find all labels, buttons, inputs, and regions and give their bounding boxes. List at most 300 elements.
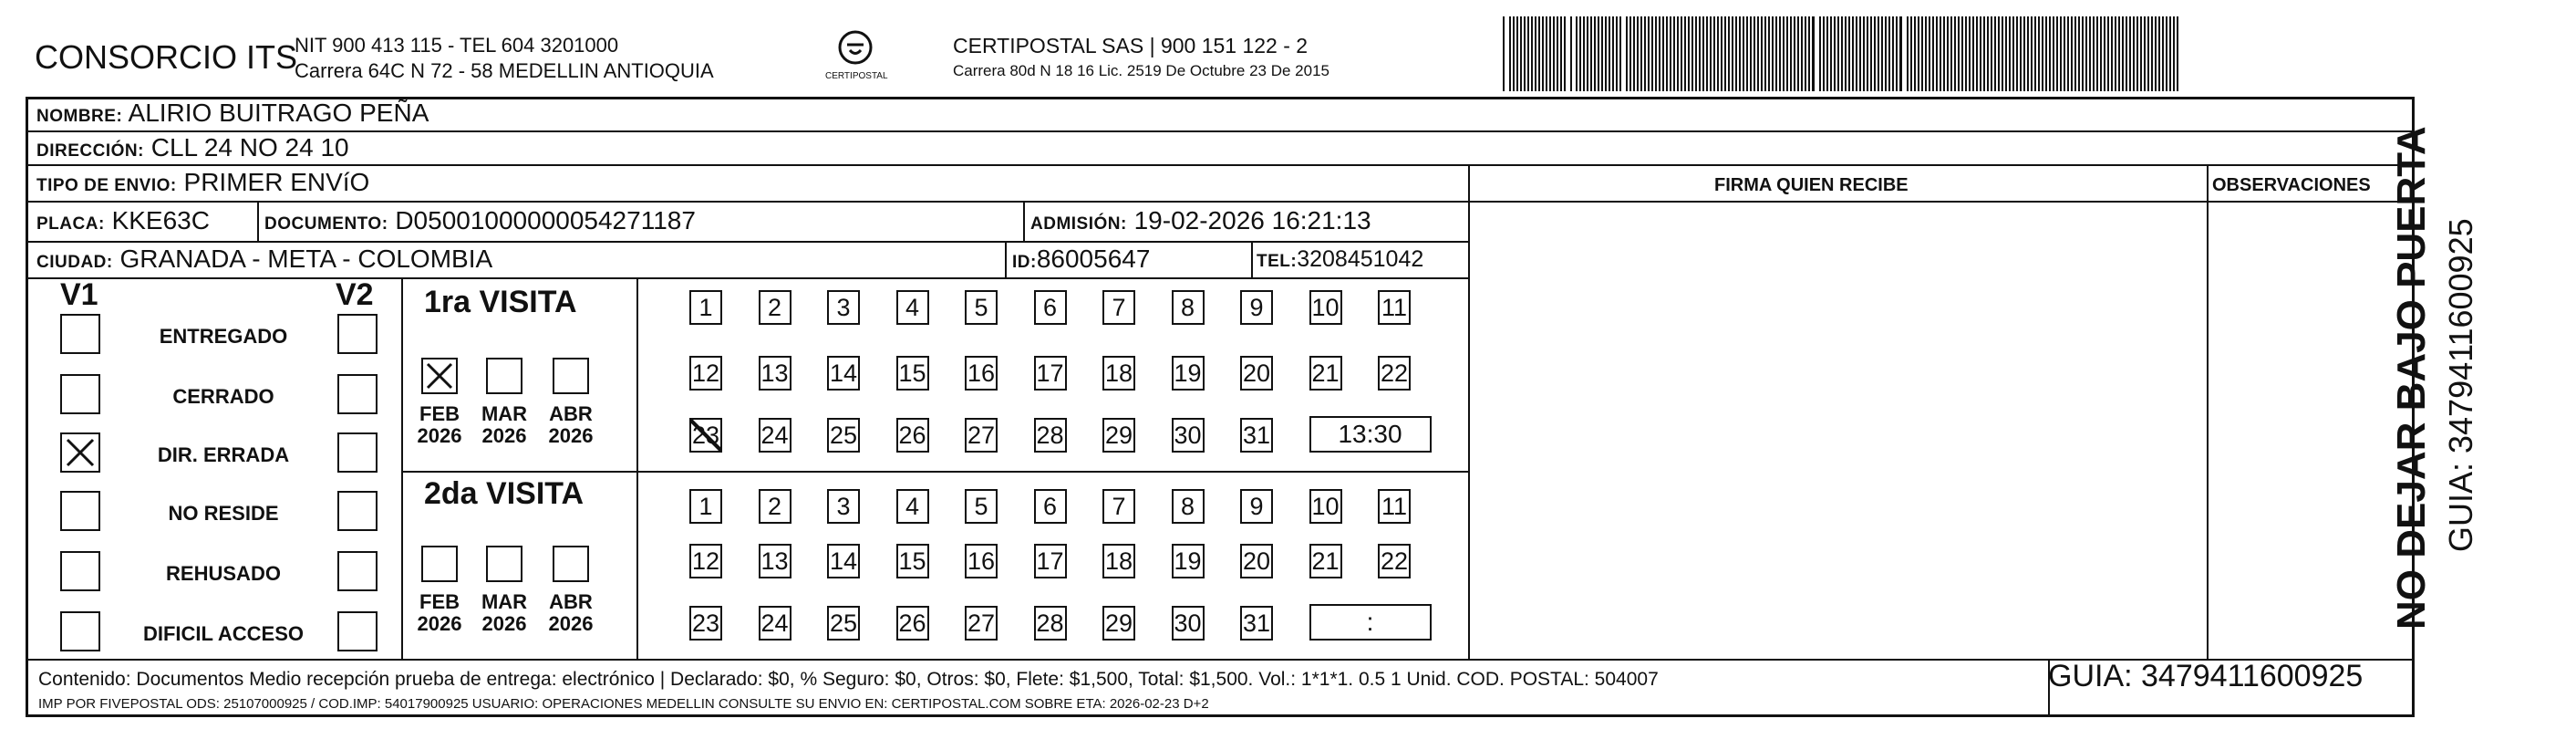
barcode-bar [1688, 16, 1690, 91]
v1-header: V1 [60, 277, 98, 312]
barcode-bar [1826, 16, 1828, 91]
divider [401, 471, 1468, 473]
barcode-bar [1754, 16, 1755, 91]
day-box[interactable]: 7 [1102, 290, 1135, 325]
barcode-bar [2093, 16, 2095, 91]
day-box[interactable]: 28 [1034, 606, 1067, 641]
day-box[interactable]: 8 [1172, 290, 1205, 325]
barcode-bar [1527, 16, 1529, 91]
barcode-bar [1943, 16, 1945, 91]
day-box[interactable]: 24 [759, 606, 791, 641]
certipostal-logo-icon [837, 29, 874, 66]
day-box[interactable]: 9 [1240, 290, 1273, 325]
barcode-bar [2049, 16, 2051, 91]
v2-checkbox[interactable] [337, 551, 378, 591]
barcode-bar [1845, 16, 1847, 91]
barcode-bar [1874, 16, 1876, 91]
barcode-bar [1940, 16, 1941, 91]
barcode-bar [1772, 16, 1774, 91]
barcode-bar [1794, 16, 1795, 91]
day-box[interactable]: 28 [1034, 418, 1067, 453]
barcode-bar [1713, 16, 1715, 91]
day-box[interactable]: 26 [896, 606, 929, 641]
month-name: FEB [419, 590, 460, 613]
day-box[interactable]: 10 [1309, 489, 1342, 524]
barcode-bar [1728, 16, 1730, 91]
carrier-address: Carrera 80d N 18 16 Lic. 2519 De Octubre 23 De 2015 [953, 62, 1329, 79]
direccion-field [36, 133, 349, 162]
barcode-bar [2126, 16, 2127, 91]
month-label [477, 591, 532, 635]
status-option-label: DIFICIL ACCESO [142, 622, 304, 645]
v1-checkbox[interactable] [60, 374, 100, 414]
day-box[interactable]: 2 [759, 290, 791, 325]
barcode-bar [1590, 16, 1592, 91]
barcode-bar [1684, 16, 1686, 91]
barcode-bar [1837, 16, 1839, 91]
barcode-bar [1998, 16, 2000, 91]
barcode-bar [1706, 16, 1708, 91]
day-box[interactable]: 14 [827, 544, 860, 578]
barcode-bar [1619, 16, 1621, 91]
day-box[interactable]: 22 [1378, 544, 1411, 578]
barcode-bar [1881, 16, 1883, 91]
barcode-bar [1524, 16, 1526, 91]
day-box[interactable]: 22 [1378, 356, 1411, 391]
barcode-bar [2151, 16, 2153, 91]
side-guia: GUIA: 3479411600925 [2442, 218, 2479, 552]
divider [636, 277, 638, 659]
day-box[interactable]: 29 [1102, 418, 1135, 453]
barcode-bar [1616, 16, 1618, 91]
day-box[interactable]: 17 [1034, 356, 1067, 391]
logo-text: CERTIPOSTAL [825, 71, 888, 81]
barcode-bar [1659, 16, 1660, 91]
barcode [1503, 16, 2187, 91]
barcode-bar [1516, 16, 1518, 91]
barcode-bar [1640, 16, 1642, 91]
barcode-bar [1969, 16, 1971, 91]
barcode-bar [1609, 16, 1610, 91]
footer-meta: IMP POR FIVEPOSTAL ODS: 25107000925 / COD.IMP: 54017900925 USUARIO: OPERACIONES MEDELLIN CONSULTE SU ENVIO EN: CERTIPOSTAL.COM SOBRE ETA: 2026-02-23 D+2 [38, 696, 1209, 712]
barcode-bar [1538, 16, 1540, 91]
barcode-bar [1612, 16, 1614, 91]
month-checkbox[interactable] [421, 546, 458, 582]
v2-checkbox[interactable] [337, 314, 378, 354]
barcode-bar [1961, 16, 1963, 91]
barcode-bar [2016, 16, 2018, 91]
day-box[interactable]: 6 [1034, 290, 1067, 325]
barcode-bar [1666, 16, 1668, 91]
barcode-bar [2158, 16, 2160, 91]
barcode-bar [1677, 16, 1679, 91]
day-box[interactable]: 30 [1172, 606, 1205, 641]
barcode-bar [2034, 16, 2036, 91]
day-box[interactable]: 4 [896, 489, 929, 524]
documento-field [264, 206, 696, 235]
barcode-bar [2005, 16, 2007, 91]
barcode-bar [1775, 16, 1777, 91]
barcode-bar [1991, 16, 1992, 91]
barcode-bar [1503, 16, 1505, 91]
placa-label: PLACA: [36, 214, 105, 234]
barcode-bar [2129, 16, 2131, 91]
barcode-bar [1732, 16, 1733, 91]
day-box[interactable]: 15 [896, 544, 929, 578]
placa-field [36, 206, 210, 235]
barcode-bar [2096, 16, 2098, 91]
carrier-info [953, 33, 1329, 84]
day-box[interactable]: 1 [689, 489, 722, 524]
barcode-bar [1757, 16, 1759, 91]
barcode-bar [1560, 16, 1562, 91]
v1-checkbox[interactable] [60, 551, 100, 591]
guia-number: GUIA: 3479411600925 [2048, 659, 2364, 693]
day-box[interactable]: 6 [1034, 489, 1067, 524]
barcode-bar [1535, 16, 1536, 91]
barcode-bar [2122, 16, 2124, 91]
day-box[interactable]: 10 [1309, 290, 1342, 325]
day-box[interactable]: 4 [896, 290, 929, 325]
barcode-bar [2074, 16, 2076, 91]
barcode-bar [2177, 16, 2178, 91]
barcode-bar [1601, 16, 1603, 91]
barcode-bar [2020, 16, 2022, 91]
month-name: ABR [549, 402, 593, 425]
day-box[interactable]: 31 [1240, 606, 1273, 641]
ciudad-value: GRANADA - META - COLOMBIA [119, 245, 493, 273]
admision-field [1030, 206, 1371, 235]
barcode-bar [2166, 16, 2167, 91]
barcode-bar [1739, 16, 1741, 91]
barcode-bar [1695, 16, 1697, 91]
documento-value: D05001000000054271187 [395, 206, 696, 234]
day-box[interactable]: 2 [759, 489, 791, 524]
barcode-bar [1579, 16, 1581, 91]
day-box[interactable]: 21 [1309, 356, 1342, 391]
nombre-label: NOMBRE: [36, 107, 123, 126]
v2-checkbox[interactable] [337, 432, 378, 473]
day-box[interactable]: 26 [896, 418, 929, 453]
barcode-bar [2136, 16, 2138, 91]
day-box[interactable]: 30 [1172, 418, 1205, 453]
barcode-bar [1947, 16, 1949, 91]
barcode-bar [2085, 16, 2087, 91]
first-visit-time[interactable]: 13:30 [1309, 416, 1432, 453]
barcode-bar [1805, 16, 1806, 91]
divider [1005, 241, 1007, 277]
nit-line: NIT 900 413 115 - TEL 604 3201000 [295, 34, 619, 57]
month-label [543, 591, 598, 635]
barcode-bar [1786, 16, 1788, 91]
barcode-bar [1553, 16, 1555, 91]
divider [1468, 164, 1470, 659]
barcode-bar [2031, 16, 2033, 91]
v1-checkbox[interactable] [60, 432, 100, 473]
id-label: ID: [1012, 253, 1037, 272]
placa-value: KKE63C [111, 206, 210, 234]
barcode-bar [1958, 16, 1960, 91]
month-year: 2026 [548, 424, 594, 447]
status-option-label: CERRADO [172, 385, 274, 408]
barcode-bar [1983, 16, 1985, 91]
divider [1023, 201, 1025, 241]
barcode-bar [1994, 16, 1996, 91]
barcode-bar [1662, 16, 1664, 91]
v2-checkbox[interactable] [337, 611, 378, 651]
tel-value: 3208451042 [1297, 246, 1424, 272]
month-checkbox[interactable] [553, 546, 589, 582]
barcode-bar [1570, 16, 1572, 91]
divider [27, 201, 2413, 203]
barcode-bar [1830, 16, 1832, 91]
day-box[interactable]: 7 [1102, 489, 1135, 524]
barcode-bar [2060, 16, 2062, 91]
barcode-bar [1790, 16, 1792, 91]
day-box[interactable]: 18 [1102, 356, 1135, 391]
day-box[interactable]: 5 [965, 489, 998, 524]
day-box[interactable]: 14 [827, 356, 860, 391]
v1-checkbox[interactable] [60, 491, 100, 531]
barcode-bar [1670, 16, 1671, 91]
barcode-bar [1929, 16, 1930, 91]
barcode-bar [1598, 16, 1599, 91]
ciudad-field [36, 245, 492, 274]
barcode-bar [1557, 16, 1558, 91]
barcode-bar [1921, 16, 1923, 91]
barcode-bar [2107, 16, 2109, 91]
barcode-bar [1936, 16, 1938, 91]
day-box[interactable]: 16 [965, 544, 998, 578]
barcode-bar [1888, 16, 1890, 91]
day-box[interactable]: 3 [827, 290, 860, 325]
day-box[interactable]: 23 [689, 606, 722, 641]
barcode-bar [2089, 16, 2091, 91]
day-box[interactable]: 20 [1240, 544, 1273, 578]
v2-checkbox[interactable] [337, 491, 378, 531]
v2-checkbox[interactable] [337, 374, 378, 414]
day-box[interactable]: 8 [1172, 489, 1205, 524]
barcode-bar [1531, 16, 1533, 91]
tipo-label: TIPO DE ENVIO: [36, 176, 177, 195]
day-box[interactable]: 23 [689, 418, 722, 453]
id-value: 86005647 [1036, 245, 1151, 273]
barcode-bar [2100, 16, 2102, 91]
barcode-bar [1899, 16, 1902, 91]
day-box[interactable]: 13 [759, 356, 791, 391]
divider [2207, 164, 2209, 659]
barcode-bar [1576, 16, 1578, 91]
barcode-bar [2053, 16, 2054, 91]
day-box[interactable]: 27 [965, 418, 998, 453]
month-name: MAR [481, 590, 528, 613]
barcode-bar [1750, 16, 1752, 91]
barcode-bar [1564, 16, 1566, 91]
day-box[interactable]: 29 [1102, 606, 1135, 641]
barcode-bar [1743, 16, 1744, 91]
company-name: CONSORCIO ITS [35, 38, 298, 76]
day-box[interactable]: 11 [1378, 290, 1411, 325]
admision-value: 19-02-2026 16:21:13 [1133, 206, 1371, 234]
barcode-bar [1702, 16, 1704, 91]
barcode-bar [1629, 16, 1631, 91]
day-box[interactable]: 1 [689, 290, 722, 325]
barcode-bar [1735, 16, 1737, 91]
status-option-label: REHUSADO [166, 562, 281, 585]
second-visit-time[interactable]: : [1309, 604, 1432, 641]
barcode-bar [2162, 16, 2164, 91]
month-checkbox[interactable] [486, 546, 522, 582]
barcode-bar [1648, 16, 1650, 91]
status-option-label: ENTREGADO [159, 325, 288, 348]
month-label [412, 403, 467, 447]
barcode-bar [2115, 16, 2116, 91]
barcode-bar [1907, 16, 1909, 91]
day-box[interactable]: 19 [1172, 356, 1205, 391]
tel-field [1257, 246, 1423, 273]
barcode-bar [1626, 16, 1628, 91]
month-checkbox[interactable] [553, 358, 589, 394]
barcode-bar [1812, 16, 1815, 91]
barcode-bar [1819, 16, 1821, 91]
barcode-bar [1870, 16, 1872, 91]
day-box[interactable]: 25 [827, 606, 860, 641]
barcode-bar [2067, 16, 2069, 91]
day-box[interactable]: 12 [689, 544, 722, 578]
day-box[interactable]: 21 [1309, 544, 1342, 578]
barcode-bar [1764, 16, 1766, 91]
barcode-bar [1859, 16, 1861, 91]
month-checkbox[interactable] [421, 358, 458, 394]
month-year: 2026 [481, 424, 527, 447]
barcode-bar [1976, 16, 1978, 91]
documento-label: DOCUMENTO: [264, 214, 388, 234]
second-visit-title: 2da VISITA [424, 476, 585, 511]
barcode-bar [2147, 16, 2149, 91]
barcode-bar [1587, 16, 1588, 91]
barcode-bar [2002, 16, 2003, 91]
tel-label: TEL: [1257, 252, 1298, 271]
barcode-bar [1721, 16, 1723, 91]
barcode-bar [1513, 16, 1515, 91]
barcode-bar [1710, 16, 1712, 91]
day-box[interactable]: 25 [827, 418, 860, 453]
direccion-label: DIRECCIÓN: [36, 141, 144, 161]
divider [27, 130, 2413, 132]
day-box[interactable]: 18 [1102, 544, 1135, 578]
barcode-bar [1892, 16, 1894, 91]
barcode-bar [1779, 16, 1781, 91]
admision-label: ADMISIÓN: [1030, 214, 1127, 234]
v1-checkbox[interactable] [60, 314, 100, 354]
first-visit-title: 1ra VISITA [424, 285, 577, 319]
day-box[interactable]: 20 [1240, 356, 1273, 391]
month-year: 2026 [417, 424, 462, 447]
barcode-bar [2027, 16, 2029, 91]
barcode-bar [1954, 16, 1956, 91]
day-box[interactable]: 5 [965, 290, 998, 325]
barcode-bar [1797, 16, 1799, 91]
firma-header: FIRMA QUIEN RECIBE [1714, 175, 1909, 195]
delivery-form [26, 97, 2415, 717]
barcode-bar [1980, 16, 1981, 91]
barcode-bar [1867, 16, 1868, 91]
id-field [1012, 245, 1150, 274]
company-address: Carrera 64C N 72 - 58 MEDELLIN ANTIOQUIA [295, 59, 714, 82]
barcode-bar [1972, 16, 1974, 91]
month-year: 2026 [481, 612, 527, 635]
divider [1251, 241, 1253, 277]
barcode-bar [1878, 16, 1879, 91]
barcode-bar [1520, 16, 1522, 91]
barcode-bar [1808, 16, 1810, 91]
barcode-bar [1852, 16, 1854, 91]
month-label [543, 403, 598, 447]
day-box[interactable]: 12 [689, 356, 722, 391]
status-option-label: DIR. ERRADA [157, 443, 290, 466]
day-box[interactable]: 19 [1172, 544, 1205, 578]
barcode-bar [2082, 16, 2084, 91]
barcode-bar [1914, 16, 1916, 91]
day-box[interactable]: 9 [1240, 489, 1273, 524]
direccion-value: CLL 24 NO 24 10 [150, 133, 349, 161]
barcode-bar [1717, 16, 1719, 91]
day-box[interactable]: 13 [759, 544, 791, 578]
day-box[interactable]: 17 [1034, 544, 1067, 578]
barcode-bar [2023, 16, 2025, 91]
barcode-bar [2140, 16, 2142, 91]
barcode-bar [2133, 16, 2135, 91]
day-box[interactable]: 11 [1378, 489, 1411, 524]
barcode-bar [2078, 16, 2080, 91]
nombre-value: ALIRIO BUITRAGO PEÑA [128, 99, 429, 127]
ciudad-label: CIUDAD: [36, 253, 113, 272]
day-box[interactable]: 31 [1240, 418, 1273, 453]
barcode-bar [1841, 16, 1843, 91]
day-box[interactable]: 3 [827, 489, 860, 524]
month-label [477, 403, 532, 447]
day-box[interactable]: 27 [965, 606, 998, 641]
month-checkbox[interactable] [486, 358, 522, 394]
barcode-bar [1950, 16, 1952, 91]
v1-checkbox[interactable] [60, 611, 100, 651]
barcode-bar [1699, 16, 1701, 91]
barcode-bar [1746, 16, 1748, 91]
barcode-bar [1651, 16, 1653, 91]
barcode-bar [1546, 16, 1547, 91]
barcode-bar [2038, 16, 2040, 91]
barcode-bar [2045, 16, 2047, 91]
barcode-bar [2012, 16, 2014, 91]
barcode-bar [1987, 16, 1989, 91]
month-year: 2026 [548, 612, 594, 635]
day-box[interactable]: 15 [896, 356, 929, 391]
month-name: ABR [549, 590, 593, 613]
v2-header: V2 [336, 277, 374, 312]
barcode-bar [2111, 16, 2113, 91]
barcode-bar [1761, 16, 1763, 91]
barcode-bar [1863, 16, 1865, 91]
month-name: FEB [419, 402, 460, 425]
day-box[interactable]: 24 [759, 418, 791, 453]
barcode-bar [1724, 16, 1726, 91]
barcode-bar [1583, 16, 1585, 91]
observaciones-header: OBSERVACIONES [2212, 175, 2371, 195]
day-box[interactable]: 16 [965, 356, 998, 391]
divider [27, 277, 1468, 279]
barcode-bar [2169, 16, 2171, 91]
barcode-bar [2173, 16, 2175, 91]
